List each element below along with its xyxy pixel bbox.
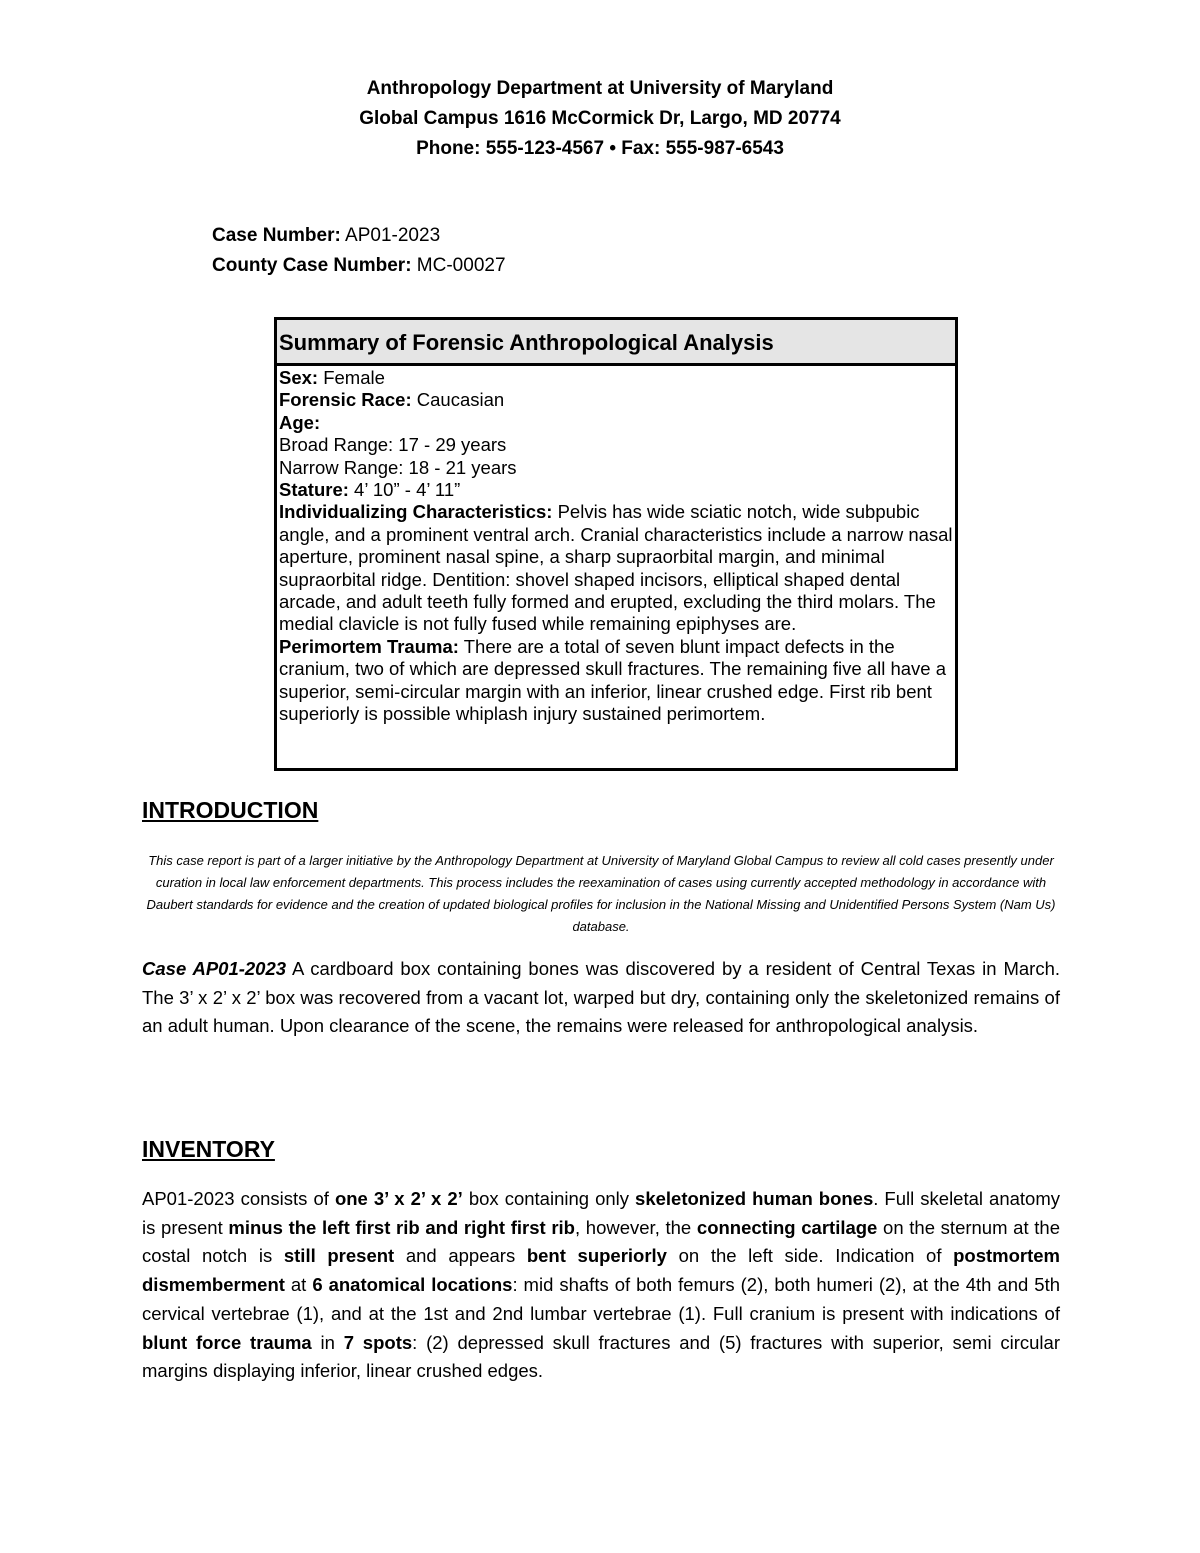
- sex-label: Sex:: [279, 367, 319, 388]
- inventory-segment: , however, the: [574, 1216, 697, 1238]
- inventory-emphasis: connecting cartilage: [696, 1216, 878, 1238]
- introduction-heading: INTRODUCTION: [142, 797, 319, 823]
- stature-value: 4’ 10” - 4’ 11”: [348, 479, 461, 501]
- case-label: Case AP01-2023: [142, 958, 287, 979]
- inventory-emphasis: still present: [283, 1245, 395, 1267]
- inventory-segment: box containing only: [462, 1188, 636, 1209]
- age-line: [279, 412, 955, 434]
- sex-line: [279, 367, 955, 389]
- individualizing-value: Pelvis has wide sciatic notch, wide subpubic angle, and a prominent ventral arch. Cranial characteristics include a narrow nasal aperture, prominent nasal spine, a sharp supraorbital margin, and minimal supraorbital ridge. Dentition: shovel shaped incisors, elliptical shaped dental arcade, and adult teeth fully formed and erupted, excluding the third molars. The medial clavicle is not fully fused while remaining epiphyses are.: [279, 501, 953, 635]
- case-number-value: AP01-2023: [340, 225, 441, 246]
- inventory-segment: AP01-2023 consists of: [142, 1188, 335, 1209]
- inventory-segment: on the left side. Indication of: [666, 1245, 954, 1267]
- individualizing-characteristics: [279, 501, 955, 635]
- inventory-emphasis: postmortem dismemberment: [142, 1245, 1061, 1296]
- perimortem-label: Perimortem Trauma:: [279, 635, 459, 657]
- inventory-segment: . Full skeletal anatomy is present: [142, 1188, 1060, 1238]
- inventory-text: [142, 1185, 1060, 1386]
- broad-range: Broad Range: 17 - 29 years: [279, 434, 507, 456]
- stature-line: [279, 479, 955, 501]
- inventory-emphasis: 6 anatomical locations: [312, 1274, 513, 1296]
- age-label: Age:: [279, 411, 321, 433]
- letterhead-contact: Phone: 555-123-4567 • Fax: 555-987-6543: [416, 138, 784, 159]
- inventory-segment: on the sternum at the costal notch is: [142, 1216, 1061, 1267]
- summary-box: [274, 317, 958, 771]
- inventory-segment: in: [311, 1331, 344, 1353]
- summary-title: Summary of Forensic Anthropological Analysis: [277, 320, 955, 366]
- individualizing-label: Individualizing Characteristics:: [279, 501, 553, 523]
- inventory-segment: at: [284, 1274, 313, 1296]
- inventory-segment: : (2) depressed skull fractures and (5) fractures with superior, semi circular margins displaying inferior, linear crushed edges.: [142, 1331, 1060, 1382]
- case-number-label: Case Number:: [212, 225, 341, 246]
- inventory-emphasis: blunt force trauma: [142, 1331, 312, 1353]
- inventory-paragraph: [142, 1185, 1060, 1386]
- inventory-emphasis: bent superiorly: [526, 1245, 667, 1267]
- introduction-note: This case report is part of a larger initiative by the Anthropology Department at University of Maryland Global Campus to review all cold cases presently under curation in local law enforcement departments. This process includes the reexamination of cases using currently accepted methodology in accordance with Daubert standards for evidence and the creation of updated biological profiles for inclusion in the National Missing and Unidentified Persons System (Nam Us) database.: [146, 853, 1056, 934]
- letterhead: [0, 74, 1200, 164]
- case-paragraph: [142, 955, 1060, 1041]
- case-text: A cardboard box containing bones was discovered by a resident of Central Texas in March. The 3’ x 2’ x 2’ box was recovered from a vacant lot, warped but dry, containing only the skeletonized remains of an adult human. Upon clearance of the scene, the remains were released for anthropological analysis.: [142, 958, 1061, 1037]
- inventory-heading: INVENTORY: [142, 1136, 275, 1162]
- perimortem-value: There are a total of seven blunt impact defects in the cranium, two of which are depressed skull fractures. The remaining five all have a superior, semi-circular margin with an inferior, linear crushed edge. First rib bent superiorly is possible whiplash injury sustained perimortem.: [279, 635, 947, 725]
- case-number-line: [212, 221, 506, 251]
- inventory-segment: : mid shafts of both femurs (2), both humeri (2), at the 4th and 5th cervical vertebrae (1), and at the 1st and 2nd lumbar vertebrae (1). Full cranium is present with indications of: [142, 1274, 1060, 1324]
- narrow-range: Narrow Range: 18 - 21 years: [279, 456, 517, 478]
- county-case-number-line: [212, 251, 506, 281]
- case-info: [212, 221, 506, 281]
- county-case-number-value: MC-00027: [411, 255, 506, 276]
- summary-body: [277, 366, 955, 726]
- race-value: Caucasian: [411, 389, 505, 411]
- inventory-emphasis: 7 spots: [343, 1331, 413, 1353]
- inventory-segment: and appears: [394, 1245, 527, 1267]
- stature-label: Stature:: [279, 479, 349, 501]
- letterhead-address: Global Campus 1616 McCormick Dr, Largo, MD 20774: [359, 108, 841, 129]
- county-case-number-label: County Case Number:: [212, 255, 412, 276]
- inventory-emphasis: minus the left first rib and right first rib: [228, 1216, 575, 1238]
- inventory-emphasis: skeletonized human bones: [635, 1188, 874, 1209]
- perimortem-trauma: [279, 636, 955, 726]
- race-line: [279, 389, 955, 411]
- sex-value: Female: [318, 367, 385, 388]
- letterhead-department: Anthropology Department at University of Maryland: [366, 78, 834, 99]
- inventory-emphasis: one 3’ x 2’ x 2’: [334, 1188, 463, 1209]
- race-label: Forensic Race:: [279, 389, 412, 411]
